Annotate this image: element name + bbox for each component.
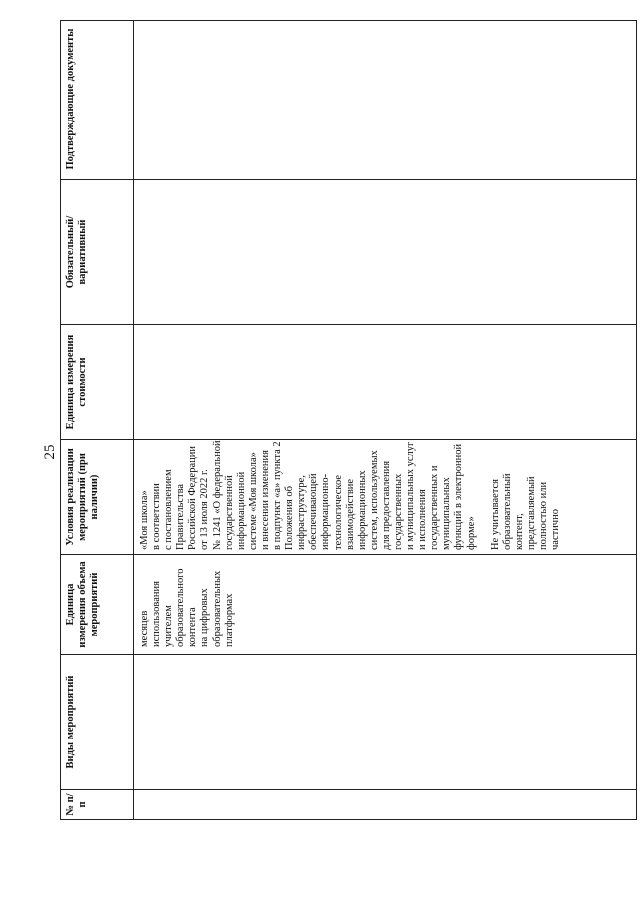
header-mandatory-variable: Обязательный/ вариативный bbox=[65, 215, 88, 289]
header-activity-types: Виды мероприятий bbox=[65, 675, 76, 769]
header-conditions: Условия реализации мероприятий (при наличии) bbox=[65, 448, 100, 546]
column-activity-types bbox=[61, 654, 636, 789]
column-supporting-documents bbox=[61, 19, 636, 179]
column-mandatory-variable bbox=[61, 179, 636, 324]
header-volume-unit: Единица измерения объема мероприятий bbox=[65, 561, 100, 648]
column-cost-unit bbox=[61, 324, 636, 439]
activities-table-wrapper bbox=[60, 20, 637, 820]
cell-conditions: «Моя школа» в соответствии с постановлением Правительства Российской Федерации от 13 июля 2022 г. № 1241 «О федеральной государственной информационной системе «Моя школа» и внесении изменения в подпункт «а» пункта 2 Положения об инфраструктуре, обеспечивающей информационно- технологическое взаимодействие информационных систем, используемых для предоставления государственных и муниципальных услуг и исполнения государственных и муниципальных функций в электронной форме» Не учитывается образовательный контент, представляемый полностью или частично bbox=[139, 440, 562, 550]
cell-volume-unit: месяцев использования учителем образовательного контента на цифровых образовательных платформах bbox=[139, 568, 235, 647]
header-supporting-documents: Подтверждающие документы bbox=[65, 28, 76, 170]
activities-table bbox=[60, 20, 637, 820]
column-number bbox=[61, 789, 636, 819]
page-number: 25 bbox=[42, 444, 58, 460]
column-volume-unit bbox=[61, 554, 636, 654]
header-number: № п/п bbox=[65, 793, 88, 816]
header-cost-unit: Единица измерения стоимости bbox=[65, 334, 88, 430]
column-conditions bbox=[61, 439, 636, 554]
